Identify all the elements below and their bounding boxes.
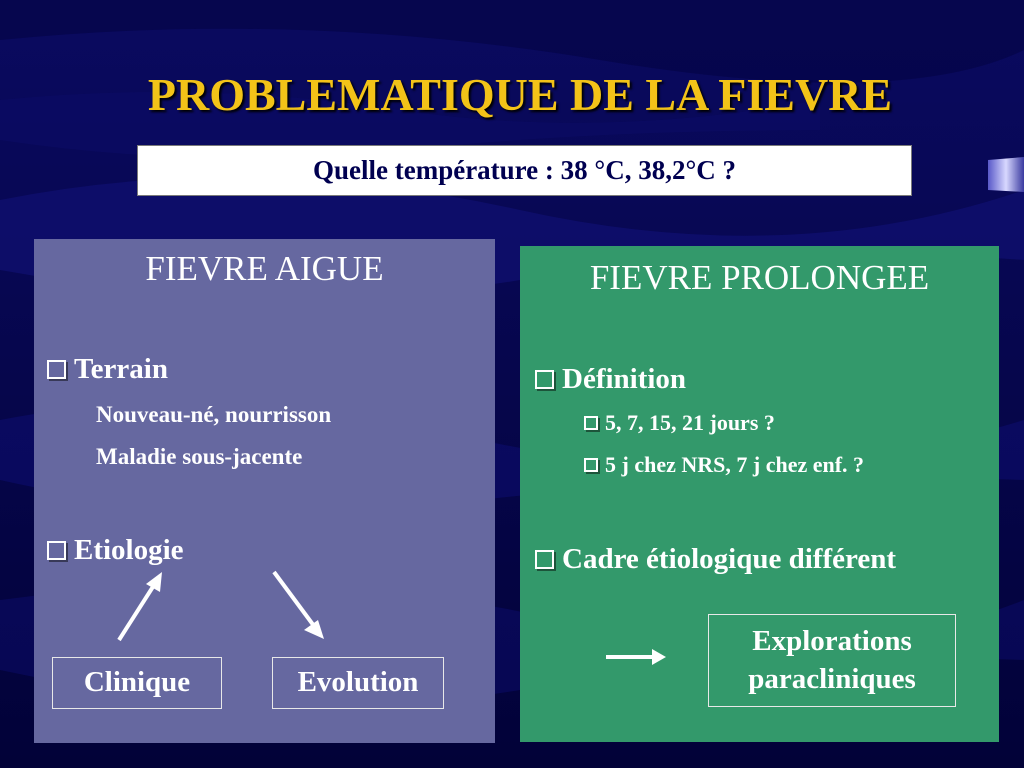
panel-title-aigue: FIEVRE AIGUE (145, 249, 384, 288)
checkbox-bullet-icon (47, 541, 66, 560)
bullet-terrain-label: Terrain (74, 353, 168, 385)
box-evolution (272, 657, 444, 709)
box-evolution-label: Evolution (297, 666, 419, 699)
box-clinique-label: Clinique (83, 666, 191, 699)
checkbox-bullet-icon (47, 360, 66, 379)
arrow-up-right-icon (110, 568, 170, 644)
bullet-terrain (47, 353, 168, 386)
subtitle-box (137, 145, 912, 196)
bullet-definition (535, 363, 686, 396)
checkbox-bullet-icon (535, 550, 554, 569)
box-explorations-line2: paracliniques (748, 662, 916, 695)
checkbox-bullet-icon (535, 370, 554, 389)
definition-item-2-label: 5 j chez NRS, 7 j chez enf. ? (605, 452, 865, 477)
box-explorations-paracliniques (708, 614, 956, 707)
terrain-item-2: Maladie sous-jacente (96, 444, 303, 469)
checkbox-bullet-icon (584, 416, 598, 430)
bullet-definition-label: Définition (562, 363, 687, 395)
slide-title: PROBLEMATIQUE DE LA FIEVRE (147, 69, 893, 120)
box-explorations-line1: Explorations (752, 624, 912, 657)
checkbox-bullet-icon (584, 458, 598, 472)
definition-item-2 (584, 452, 864, 478)
definition-item-1 (584, 410, 775, 436)
definition-item-1-label: 5, 7, 15, 21 jours ? (605, 410, 775, 435)
bullet-etiologie (47, 534, 184, 567)
arrow-right-icon (604, 646, 668, 668)
box-clinique (52, 657, 222, 709)
bullet-cadre (535, 543, 896, 576)
arrow-down-right-icon (268, 566, 332, 644)
subtitle-text: Quelle température : 38 °C, 38,2°C ? (312, 155, 736, 185)
decorative-tab-shape (988, 157, 1024, 192)
panel-title-prolongee: FIEVRE PROLONGEE (589, 258, 930, 297)
terrain-item-1: Nouveau-né, nourrisson (96, 402, 332, 427)
bullet-etiologie-label: Etiologie (74, 534, 184, 566)
bullet-cadre-label: Cadre étiologique différent (562, 543, 896, 575)
